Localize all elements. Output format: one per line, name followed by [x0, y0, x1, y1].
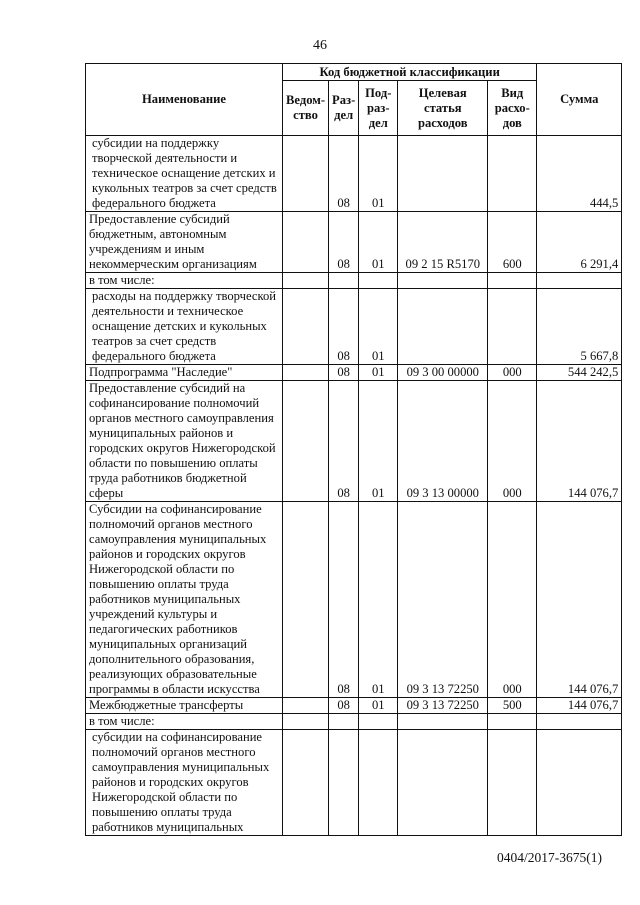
- cell-ved: [283, 273, 329, 289]
- col-header-budget-code: Код бюджетной классификации: [283, 64, 537, 81]
- cell-ved: [283, 212, 329, 273]
- cell-sum: 444,5: [537, 136, 622, 212]
- cell-razdel: 08: [329, 289, 359, 365]
- table-row: [86, 365, 622, 381]
- cell-name: в том числе:: [86, 273, 283, 289]
- col-header-vid: Вид расхо-дов: [488, 81, 537, 136]
- table-row: [86, 273, 622, 289]
- cell-sum: [537, 714, 622, 730]
- cell-vid: [488, 289, 537, 365]
- table-row: [86, 289, 622, 365]
- cell-name: Субсидии на софинансирование полномочий органов местного самоуправления муниципальных районов и городских округов Нижегородской области по повышению оплаты труда работников муниципальных учреждений культуры и педагогических работников муниципальных организаций дополнительного образования, реализующих образовательные программы в области искусства: [86, 502, 283, 698]
- cell-podrazdel: 01: [359, 289, 398, 365]
- cell-sum: 5 667,8: [537, 289, 622, 365]
- cell-target: 09 3 13 72250: [398, 698, 488, 714]
- cell-vid: [488, 273, 537, 289]
- cell-target: [398, 714, 488, 730]
- cell-target: [398, 136, 488, 212]
- cell-podrazdel: 01: [359, 365, 398, 381]
- cell-name: субсидии на поддержку творческой деятельности и техническое оснащение детских и кукольных театров за счет средств федерального бюджета: [86, 136, 283, 212]
- cell-name: Предоставление субсидий бюджетным, автономным учреждениям и иным некоммерческим организациям: [86, 212, 283, 273]
- cell-ved: [283, 502, 329, 698]
- cell-razdel: 08: [329, 136, 359, 212]
- cell-vid: 600: [488, 212, 537, 273]
- cell-razdel: 08: [329, 698, 359, 714]
- cell-podrazdel: 01: [359, 698, 398, 714]
- cell-sum: 144 076,7: [537, 502, 622, 698]
- cell-ved: [283, 365, 329, 381]
- cell-ved: [283, 289, 329, 365]
- col-header-target: Целевая статья расходов: [398, 81, 488, 136]
- cell-podrazdel: 01: [359, 502, 398, 698]
- cell-ved: [283, 698, 329, 714]
- cell-vid: 000: [488, 381, 537, 502]
- cell-razdel: 08: [329, 365, 359, 381]
- cell-razdel: 08: [329, 381, 359, 502]
- document-code: 0404/2017-3675(1): [497, 850, 602, 865]
- table-body: [86, 136, 622, 836]
- cell-sum: [537, 730, 622, 836]
- cell-target: 09 2 15 R5170: [398, 212, 488, 273]
- table-row: [86, 730, 622, 836]
- col-header-razdel: Раз-дел: [329, 81, 359, 136]
- cell-razdel: [329, 730, 359, 836]
- cell-podrazdel: [359, 714, 398, 730]
- cell-name: в том числе:: [86, 714, 283, 730]
- cell-target: 09 3 13 72250: [398, 502, 488, 698]
- cell-podrazdel: 01: [359, 381, 398, 502]
- cell-razdel: 08: [329, 502, 359, 698]
- cell-vid: [488, 714, 537, 730]
- cell-podrazdel: 01: [359, 136, 398, 212]
- cell-podrazdel: [359, 730, 398, 836]
- table-row: [86, 212, 622, 273]
- cell-ved: [283, 136, 329, 212]
- cell-target: 09 3 00 00000: [398, 365, 488, 381]
- cell-target: [398, 289, 488, 365]
- cell-podrazdel: 01: [359, 212, 398, 273]
- cell-target: 09 3 13 00000: [398, 381, 488, 502]
- cell-vid: 500: [488, 698, 537, 714]
- cell-target: [398, 730, 488, 836]
- cell-sum: 144 076,7: [537, 698, 622, 714]
- col-header-podrazdel: Под-раз-дел: [359, 81, 398, 136]
- cell-vid: [488, 730, 537, 836]
- table-row: [86, 381, 622, 502]
- cell-vid: 000: [488, 365, 537, 381]
- col-header-ved: Ведом-ство: [283, 81, 329, 136]
- cell-name: Предоставление субсидий на софинансирование полномочий органов местного самоуправления муниципальных районов и городских округов Нижегородской области по повышению оплаты труда работников бюджетной сферы: [86, 381, 283, 502]
- cell-ved: [283, 381, 329, 502]
- table-row: [86, 136, 622, 212]
- cell-sum: 144 076,7: [537, 381, 622, 502]
- cell-name: расходы на поддержку творческой деятельности и техническое оснащение детских и кукольных театров за счет средств федерального бюджета: [86, 289, 283, 365]
- cell-razdel: 08: [329, 212, 359, 273]
- cell-razdel: [329, 714, 359, 730]
- cell-name: Межбюджетные трансферты: [86, 698, 283, 714]
- cell-name: субсидии на софинансирование полномочий органов местного самоуправления муниципальных районов и городских округов Нижегородской области по повышению оплаты труда работников муниципальных: [86, 730, 283, 836]
- cell-podrazdel: [359, 273, 398, 289]
- cell-sum: [537, 273, 622, 289]
- col-header-name: Наименование: [86, 64, 283, 136]
- cell-vid: [488, 136, 537, 212]
- table-row: [86, 502, 622, 698]
- cell-sum: 544 242,5: [537, 365, 622, 381]
- budget-table: [85, 63, 622, 836]
- table-row: [86, 698, 622, 714]
- cell-vid: 000: [488, 502, 537, 698]
- cell-ved: [283, 730, 329, 836]
- col-header-sum: Сумма: [537, 64, 622, 136]
- cell-ved: [283, 714, 329, 730]
- cell-name: Подпрограмма "Наследие": [86, 365, 283, 381]
- table-row: [86, 714, 622, 730]
- cell-target: [398, 273, 488, 289]
- page-number: 46: [313, 38, 327, 53]
- cell-sum: 6 291,4: [537, 212, 622, 273]
- cell-razdel: [329, 273, 359, 289]
